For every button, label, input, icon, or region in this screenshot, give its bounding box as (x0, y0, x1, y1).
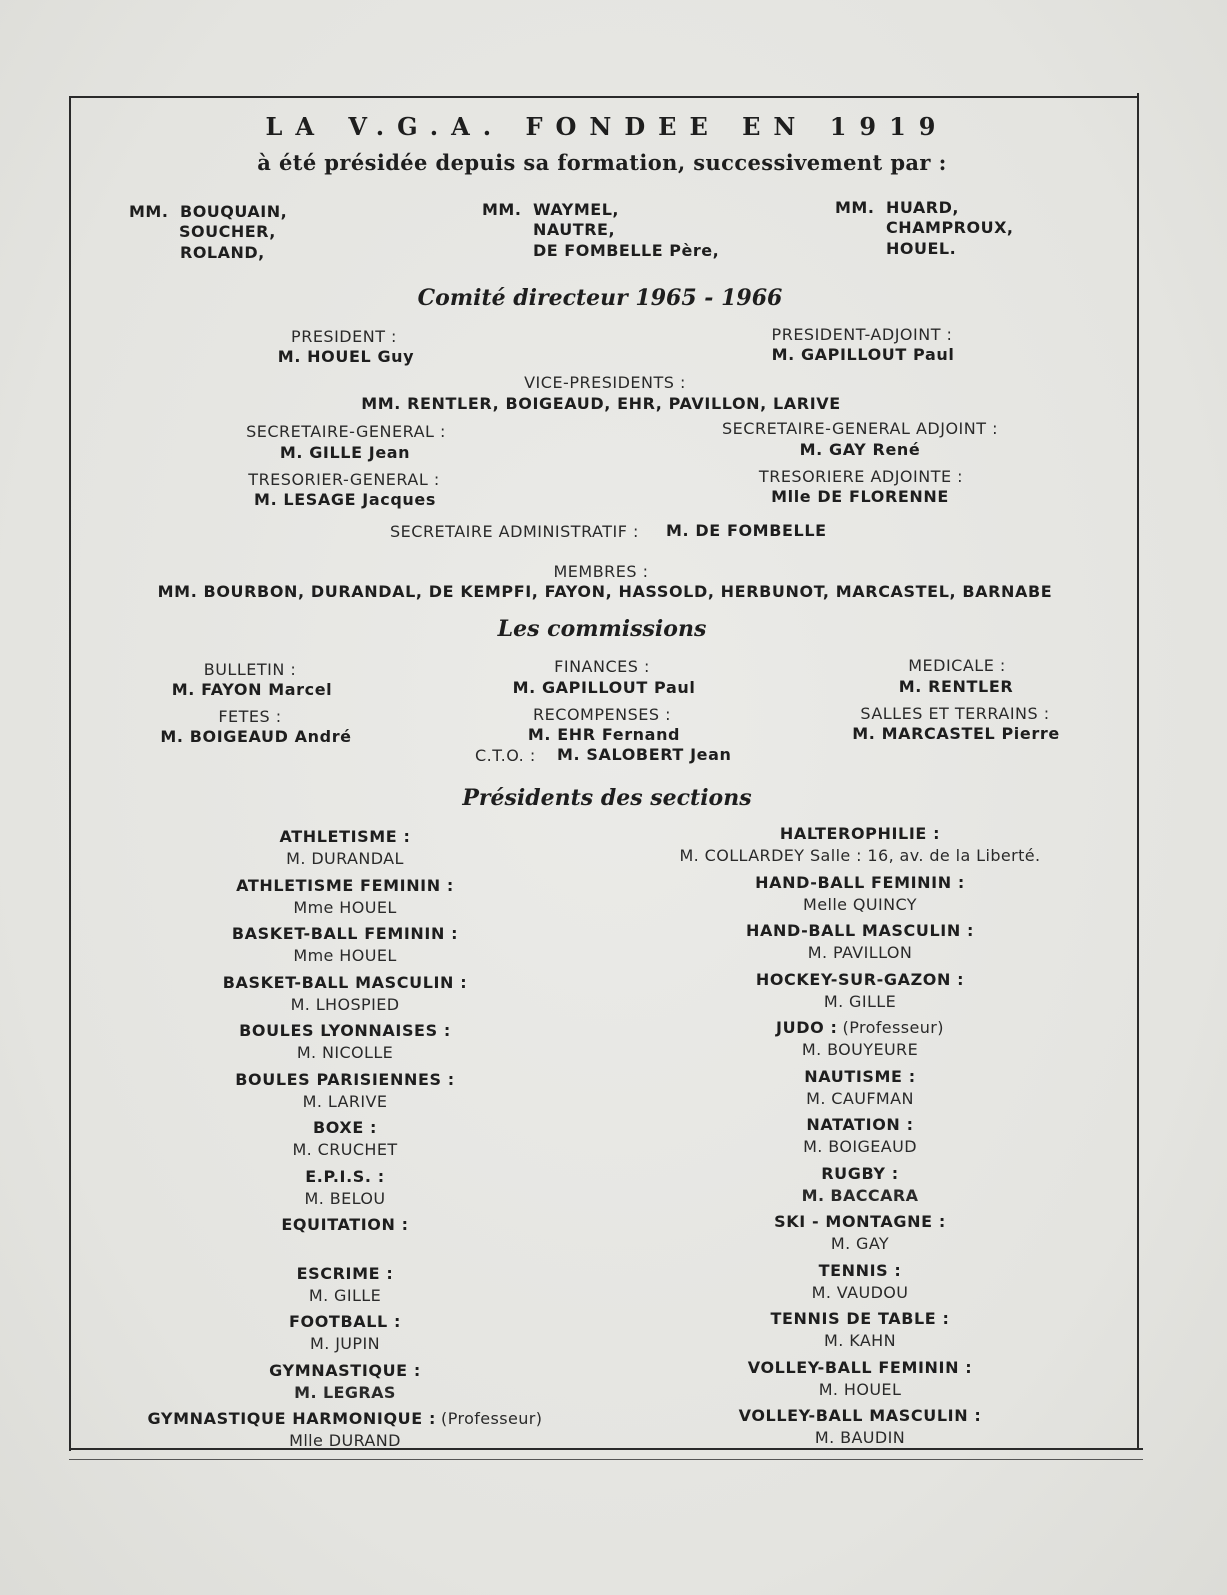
fetes-name: M. BOIGEAUD André (160, 727, 352, 746)
section-president: M. DURANDAL (286, 849, 404, 868)
section-entry (145, 1020, 545, 1069)
section-entry (640, 1308, 1080, 1357)
tresoriere-adjointe-label: TRESORIERE ADJOINTE : (758, 467, 964, 486)
frame-bottom-rule (69, 1459, 1143, 1460)
recompenses-label: RECOMPENSES : (533, 705, 671, 724)
frame-left-line (69, 96, 71, 1451)
secretaire-general-adjoint-label: SECRETAIRE-GENERAL ADJOINT : (722, 419, 998, 438)
section-note: (Professeur) (842, 1018, 944, 1037)
sections-heading: Présidents des sections (462, 785, 752, 811)
salles-terrains-name: M. MARCASTEL Pierre (852, 724, 1060, 743)
frame-top-line (69, 96, 1139, 98)
section-entry (145, 923, 545, 972)
bulletin-name: M. FAYON Marcel (171, 680, 333, 699)
section-entry (640, 1017, 1080, 1066)
section-president: Melle QUINCY (803, 894, 917, 914)
tresorier-general-label: TRESORIER-GENERAL : (248, 470, 440, 489)
section-entry (145, 1311, 545, 1360)
section-president: Mlle DURAND (289, 1431, 401, 1450)
medicale-name: M. RENTLER (898, 677, 1014, 696)
section-sport: TENNIS DE TABLE : (770, 1309, 950, 1328)
tresoriere-adjointe-name: Mlle DE FLORENNE (771, 487, 949, 506)
section-president: M. GILLE (823, 991, 897, 1011)
medicale-label: MEDICALE : (908, 656, 1006, 675)
cto-label: C.T.O. : (475, 746, 536, 765)
section-president: M. LEGRAS (294, 1382, 396, 1402)
section-sport: BOULES PARISIENNES : (235, 1069, 455, 1089)
section-president: M. LHOSPIED (290, 994, 400, 1014)
section-sport: GYMNASTIQUE : (269, 1360, 421, 1380)
section-president: M. BOUYEURE (801, 1040, 919, 1059)
bulletin-label: BULLETIN : (203, 660, 297, 679)
section-entry (145, 826, 545, 875)
section-entry (640, 1163, 1080, 1212)
secretaire-general-name: M. GILLE Jean (279, 443, 411, 462)
section-entry (640, 872, 1080, 921)
section-entry (145, 1408, 545, 1457)
section-sport: ATHLETISME : (279, 827, 411, 846)
section-sport: BOULES LYONNAISES : (239, 1021, 451, 1040)
committee-heading: Comité directeur 1965 - 1966 (417, 285, 783, 311)
prefix: MM. (835, 198, 875, 217)
president-adjoint-label: PRESIDENT-ADJOINT : (771, 325, 953, 344)
section-sport: BASKET-BALL MASCULIN : (222, 972, 468, 992)
president-name: HOUEL. (886, 239, 957, 258)
president-name: BOUQUAIN, (180, 202, 288, 221)
section-entry (640, 1260, 1080, 1309)
vice-presidents-names: MM. RENTLER, BOIGEAUD, EHR, PAVILLON, LARIVE (361, 394, 841, 413)
cto-name: M. SALOBERT Jean (557, 745, 732, 764)
section-sport: NAUTISME : (804, 1066, 916, 1086)
section-sport: BOXE : (312, 1118, 378, 1137)
section-entry (640, 823, 1080, 872)
section-entry (640, 920, 1080, 969)
section-sport: JUDO : (776, 1018, 838, 1037)
section-president: Mme HOUEL (293, 946, 397, 965)
section-sport: HAND-BALL FEMININ : (755, 872, 965, 892)
section-entry (145, 1166, 545, 1215)
president-label: PRESIDENT : (291, 327, 397, 346)
sections-right-column (640, 823, 1080, 1454)
president-name: HUARD, (886, 198, 959, 217)
fetes-label: FETES : (218, 707, 282, 726)
section-president: M. CRUCHET (292, 1140, 398, 1159)
section-entry (145, 1360, 545, 1409)
section-president: M. VAUDOU (811, 1282, 909, 1302)
section-president: M. HOUEL (818, 1379, 902, 1399)
vice-presidents-label: VICE-PRESIDENTS : (524, 373, 686, 392)
section-entry (145, 1117, 545, 1166)
president-name: NAUTRE, (533, 220, 616, 239)
section-entry (145, 1263, 545, 1312)
section-sport: RUGBY : (821, 1163, 899, 1183)
section-sport: SKI - MONTAGNE : (774, 1212, 946, 1231)
section-president: M. BAUDIN (814, 1428, 906, 1447)
finances-label: FINANCES : (554, 657, 650, 676)
section-president: M. BACCARA (801, 1185, 919, 1205)
section-president: M. GILLE (308, 1285, 382, 1305)
frame-right-line (1137, 93, 1139, 1450)
secretaire-general-label: SECRETAIRE-GENERAL : (246, 422, 446, 441)
section-note: (Professeur) (441, 1409, 543, 1428)
section-entry (640, 1066, 1080, 1115)
secretaire-administratif-label: SECRETAIRE ADMINISTRATIF : (390, 522, 639, 541)
section-sport: NATATION : (806, 1115, 914, 1134)
page-subtitle: à été présidée depuis sa formation, successivement par : (257, 150, 947, 175)
section-sport: BASKET-BALL FEMININ : (231, 924, 459, 943)
section-entry (145, 1214, 545, 1263)
section-president: M. NICOLLE (296, 1043, 394, 1062)
president-adjoint-name: M. GAPILLOUT Paul (771, 345, 955, 364)
section-sport: ATHLETISME FEMININ : (236, 875, 454, 895)
section-president: M. CAUFMAN (806, 1088, 914, 1108)
section-president: M. BOIGEAUD (803, 1137, 917, 1156)
section-president: M. COLLARDEY Salle : 16, av. de la Liberté. (679, 846, 1041, 865)
president-name: ROLAND, (180, 243, 265, 262)
section-entry (145, 1069, 545, 1118)
prefix: MM. (129, 202, 169, 221)
section-sport: GYMNASTIQUE HARMONIQUE : (147, 1409, 436, 1428)
sections-left-column (145, 826, 545, 1457)
membres-label: MEMBRES : (553, 562, 649, 581)
section-entry (640, 1114, 1080, 1163)
membres-names: MM. BOURBON, DURANDAL, DE KEMPFI, FAYON, HASSOLD, HERBUNOT, MARCASTEL, BARNABE (157, 582, 1053, 601)
president-name: DE FOMBELLE Père, (533, 241, 720, 260)
section-sport: VOLLEY-BALL MASCULIN : (738, 1406, 982, 1425)
president-name: M. HOUEL Guy (277, 347, 415, 366)
president-name: SOUCHER, (179, 222, 276, 241)
tresorier-general-name: M. LESAGE Jacques (254, 490, 436, 509)
prefix: MM. (482, 200, 522, 219)
section-sport: HOCKEY-SUR-GAZON : (755, 969, 965, 989)
page-title: LA V.G.A. FONDEE EN 1919 (265, 112, 949, 141)
salles-terrains-label: SALLES ET TERRAINS : (860, 704, 1050, 723)
section-entry (640, 1357, 1080, 1406)
president-name: CHAMPROUX, (886, 218, 1014, 237)
section-sport: FOOTBALL : (289, 1312, 401, 1331)
section-president: M. JUPIN (310, 1334, 380, 1353)
section-entry (145, 972, 545, 1021)
section-sport: EQUITATION : (281, 1215, 409, 1234)
commissions-heading: Les commissions (497, 616, 707, 642)
secretaire-general-adjoint-name: M. GAY René (799, 440, 921, 459)
section-president: Mme HOUEL (293, 897, 397, 917)
recompenses-name: M. EHR Fernand (527, 725, 681, 744)
secretaire-administratif-name: M. DE FOMBELLE (666, 521, 827, 540)
section-president: M. GAY (830, 1234, 890, 1253)
section-entry (640, 969, 1080, 1018)
section-sport: HALTEROPHILIE : (779, 824, 941, 843)
section-sport: HAND-BALL MASCULIN : (746, 921, 974, 940)
section-president: M. PAVILLON (807, 943, 913, 962)
section-sport: E.P.I.S. : (305, 1166, 385, 1186)
section-entry (640, 1405, 1080, 1454)
section-entry (640, 1211, 1080, 1260)
finances-name: M. GAPILLOUT Paul (512, 678, 696, 697)
section-president: M. BELOU (304, 1188, 386, 1208)
section-sport: VOLLEY-BALL FEMININ : (747, 1357, 973, 1377)
president-name: WAYMEL, (533, 200, 619, 219)
section-sport: ESCRIME : (296, 1263, 394, 1283)
section-entry (145, 875, 545, 924)
section-president: M. KAHN (824, 1331, 896, 1350)
section-sport: TENNIS : (818, 1260, 902, 1280)
section-president: M. LARIVE (302, 1091, 388, 1111)
